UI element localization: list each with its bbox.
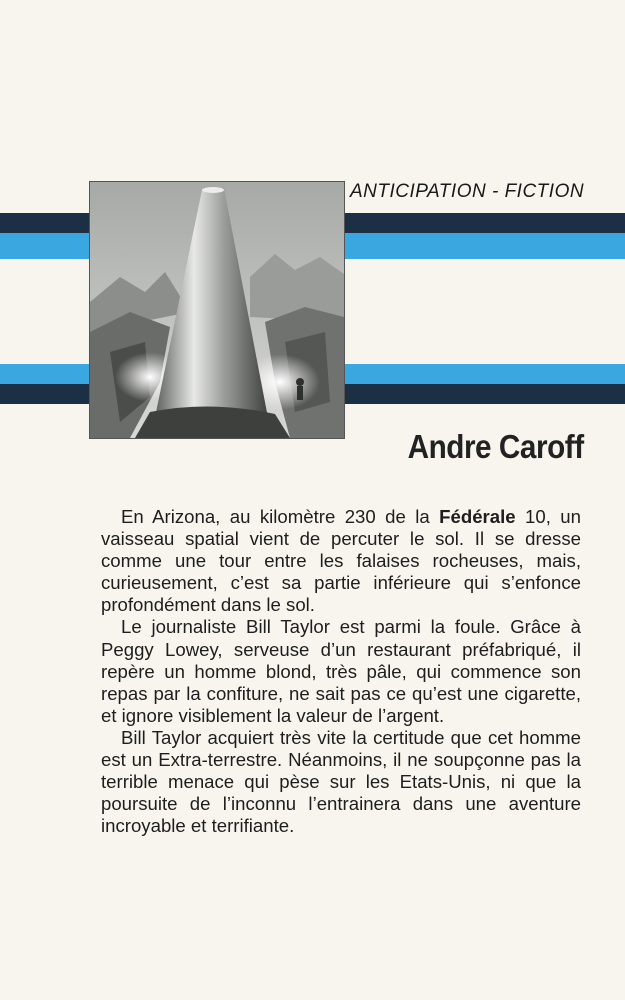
blurb-p1-bold: Fédérale bbox=[439, 506, 516, 527]
blurb-p1-text-end: 10, un vaisseau spatial vient de percuter le sol. Il se dresse comme une tour entre les falaises rocheuses, mais, curieusement, c’est sa partie inférieure qui s’enfonce profondément dans le sol. bbox=[101, 506, 581, 616]
cover-illustration bbox=[89, 181, 345, 439]
back-cover-blurb bbox=[101, 506, 581, 837]
blurb-paragraph-3: Bill Taylor acquiert très vite la certitude que cet homme est un Extra-terrestre. Néanmoins, il ne soupçonne pas la terrible menace qui pèse sur les Etats-Unis, ni que la poursuite de l’inconnu l’entrainera dans une aventure incroyable et terrifiante. bbox=[101, 726, 581, 837]
blurb-paragraph-1 bbox=[101, 506, 581, 616]
spaceship-illustration-icon bbox=[90, 182, 344, 438]
blurb-p1-text-start: En Arizona, au kilomètre 230 de la bbox=[121, 506, 440, 527]
author-name: Andre Caroff bbox=[407, 428, 584, 465]
blurb-paragraph-2: Le journaliste Bill Taylor est parmi la foule. Grâce à Peggy Lowey, serveuse d’un restaurant préfabriqué, il repère un homme blond, très pâle, qui commence son repas par la confiture, ne sait pas ce qu’est une cigarette, et ignore visiblement la valeur de l’argent. bbox=[101, 616, 581, 726]
series-title: ANTICIPATION - FICTION bbox=[350, 181, 585, 202]
